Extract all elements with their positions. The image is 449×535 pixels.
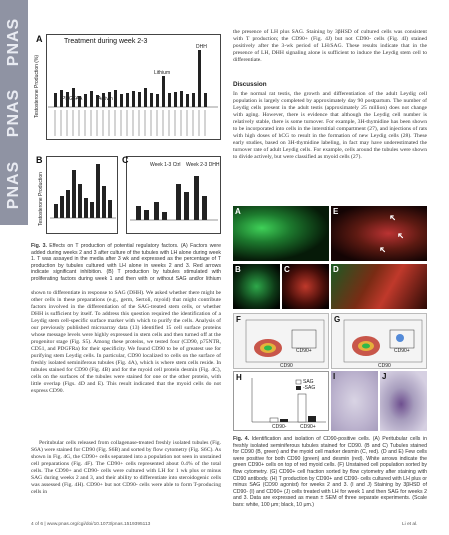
annotation-lithium: Lithium xyxy=(154,70,171,76)
panel-c-header-1: Week 1-3 Ctrl xyxy=(150,162,181,168)
panel-b-ylabel: Testosterone Production xyxy=(38,172,44,226)
right-body-p1: the presence of LH plus SAG. Staining by 3βHSD of cultured cells was consistent with T production; the CD90+ (Fig. 4J) but not CD90- cells (Fig. 4I) stained positively after the 3-wk period of LH/SAG. These results indicate that in the presence of LH, DHH signaling alone is sufficient to induce the Leydig stem cell to differentiate. xyxy=(233,29,427,63)
panel-letter-a: A xyxy=(36,34,43,44)
fig4-panel-a xyxy=(233,206,329,261)
fig4-panel-f xyxy=(233,313,329,369)
footer-left: 4 of 6 | www.pnas.org/cgi/doi/10.1073/pnas.1519395113 xyxy=(31,522,151,527)
h-xlabel-neg: CD90- xyxy=(272,424,287,430)
fig4-letter-b: B xyxy=(235,265,241,274)
fig4-panel-b xyxy=(233,264,280,309)
fig4-panel-e xyxy=(331,206,427,261)
arrow-icon: ➜ xyxy=(386,211,399,225)
fig4-letter-e: E xyxy=(333,207,339,216)
banner-word: PNAS xyxy=(5,17,23,67)
fig4-letter-a: A xyxy=(235,207,241,216)
h-xlabel-pos: CD90+ xyxy=(300,424,316,430)
flow-plot-g xyxy=(332,314,427,369)
fig4-letter-f: F xyxy=(236,315,241,324)
fig4-panel-j xyxy=(380,371,427,431)
panel-a-category-labels xyxy=(48,108,218,138)
banner-word: PNAS xyxy=(5,160,23,210)
h-legend-nosag: -SAG xyxy=(303,385,316,391)
panel-h-chart xyxy=(234,372,329,431)
fig4-caption-label: Fig. 4. xyxy=(233,436,250,442)
fig3-caption-text: Effects on T production of potential regulatory factors. (A) Factors were added during weeks 2 and 3 after culture of the tubules with LH alone during week 1. T was assayed in the media after 3 wk and expressed as the percentage of T production by tubules cultured with LH alone in weeks 2 and 3. Red arrows indicate significant inhibition. (B) T production by tubules stimulated with proliferating factors during week 1 and then with or without SAG and/or lithium xyxy=(31,243,221,281)
arrow-icon: ➜ xyxy=(376,243,389,257)
annotation-dhh: DHH xyxy=(196,44,207,50)
banner-text xyxy=(2,6,26,221)
right-body-p2: In the normal rat testis, the growth and differentiation of the adult Leydig cell population is largely completed by approximately day 90 postpartum. The number of Leydig cells present in the adult testis (approximately 25 million) does not change with aging. However, there is evidence that although the Leydig cell number is relatively stable, there is some turnover. For example, 3H-thymidine has been shown to be incorporated into cells in the interstitial compartment (27), and injections of rats with high doses of hCG to result in the formation of new Leydig cells (28). These early studies, based on 3H-thymidine labeling, in fact may have underestimated the turnover rate of adult Leydig cells. For example, cells around the tubules were shown to divide actively, but were classified as myoid cells (27). xyxy=(233,91,427,160)
panel-b-chart xyxy=(50,160,116,220)
annotation-activin: Activin xyxy=(98,96,113,102)
fig4-letter-g: G xyxy=(334,315,341,324)
fig4-panel-i xyxy=(331,371,378,431)
flow-f-xlabel: CD90 xyxy=(280,363,293,369)
journal-banner xyxy=(0,0,28,225)
panel-c-header-2: Week 2-3 DHH xyxy=(186,162,220,168)
panel-letter-b: B xyxy=(36,155,43,165)
fig4-panel-c xyxy=(282,264,329,309)
panel-a-title: Treatment during week 2-3 xyxy=(64,38,148,45)
footer-right: Li et al. xyxy=(402,522,418,527)
fig3-caption xyxy=(31,243,221,281)
fig4-panel-h xyxy=(233,371,329,431)
fig4-caption xyxy=(233,436,427,518)
fig4-panel-g xyxy=(331,313,427,369)
fig4-letter-i: I xyxy=(333,372,336,381)
fig4-letter-h: H xyxy=(236,373,242,382)
panel-letter-c: C xyxy=(122,155,129,165)
panel-c-chart xyxy=(130,172,218,222)
left-body-p1: shown to differentiate in response to SAG (DHH). We asked whether there might be other cells in these preparations (e.g., germ, Sertoli, myoid) that might contribute factors involved in the differentiation of the SAG-treated stem cells, or whether DHH is sufficient by itself. To address this question required the identification of a Leydig stem cell-specific surface marker with which to purify the cells. Analysis of our previously published microarray data (13) identified 15 cell surface proteins whose message levels were highly expressed in stem cells and then turned off at the progenitor stage (Fig. S5). Among these proteins, we tested four (CD90, p75NTR, CD51, and PDGFRa) for their specificity. We found CD90 to be of greatest use for purifying stem Leydig cells. In particular, CD90 localized to cells on the surface of freshly isolated seminiferous tubules (Fig. 4A), which is where stem cells reside. In tubules stained for CD90 (Fig. 4B) and for the myoid cell protein desmin (Fig. 4C), cells on the surfaces of the tubules were stained for one or the other protein, with little overlap (Figs. 4D and E). This result indicated that the myoid cells do not express CD90. xyxy=(31,290,221,394)
discussion-heading: Discussion xyxy=(233,81,267,88)
flow-f-gate: CD90+ xyxy=(296,348,312,354)
left-body-p2: Peritubular cells released from collagenase-treated freshly isolated tubules (Fig. S6A) were stained for CD90 (Fig. S6B) and sorted by flow cytometry (Fig. S6C). As shown in Fig. 4G, the CD90+ cells separated into a population not seen in unstained cell preparations (Fig. 4F). The CD90+ cells represented about 0.4% of the total cells. The CD90+ and CD90- cells were cultured with LH for 1 wk plus or minus SAG during weeks 2 and 3, and their ability to differentiate into steroidogenic cells was assessed (Fig. 4H). CD90+ but not CD90- cells were able to form T-producing cells in xyxy=(31,440,221,495)
fig4-panel-d xyxy=(331,264,427,309)
flow-g-gate: CD90+ xyxy=(394,348,410,354)
annotation-pdgfaa: PDGFAA xyxy=(62,96,83,102)
fig4-caption-text: Identification and isolation of CD90-positive cells. (A) Peritubular cells in freshly isolated seminiferous tubules stained for CD90. (B and C) Tubules stained for CD90 (B, green) and the myoid cell marker desmin (C, red). (D and E) Few cells were positive for both CD90 (green) and desmin (red). White arrows indicate the green CD90+ cells on top of red myoid cells. (F) Unstained cell population sorted by flow cytometry. (G) CD90+ cell fraction sorted by flow cytometry after staining with CD90 antibody. (H) T production by CD90+ and CD90- cells cultured with LH plus or minus SAG (CD90 agonist) for weeks 2 and 3. (I and J) Staining by 3βHSD of CD90- (I) and CD90+ (J) cells treated with LH for week 1 and then SAG for weeks 2 and 3. Data are expressed as mean ± SEM of three separate experiments. (Scale bars: white, 100 μm; black, 10 μm.) xyxy=(233,436,427,508)
fig4-letter-j: J xyxy=(382,372,387,381)
panel-a-ylabel: Testosterone Production (%) xyxy=(34,54,40,118)
banner-word: PNAS xyxy=(5,89,23,138)
fig4-letter-c: C xyxy=(284,265,290,274)
fig4-letter-d: D xyxy=(333,265,339,274)
arrow-icon: ➜ xyxy=(394,229,407,243)
fig3-caption-label: Fig. 3. xyxy=(31,243,47,249)
h-legend-sag: SAG xyxy=(303,379,314,385)
flow-plot-f xyxy=(234,314,329,369)
flow-g-xlabel: CD90 xyxy=(378,363,391,369)
